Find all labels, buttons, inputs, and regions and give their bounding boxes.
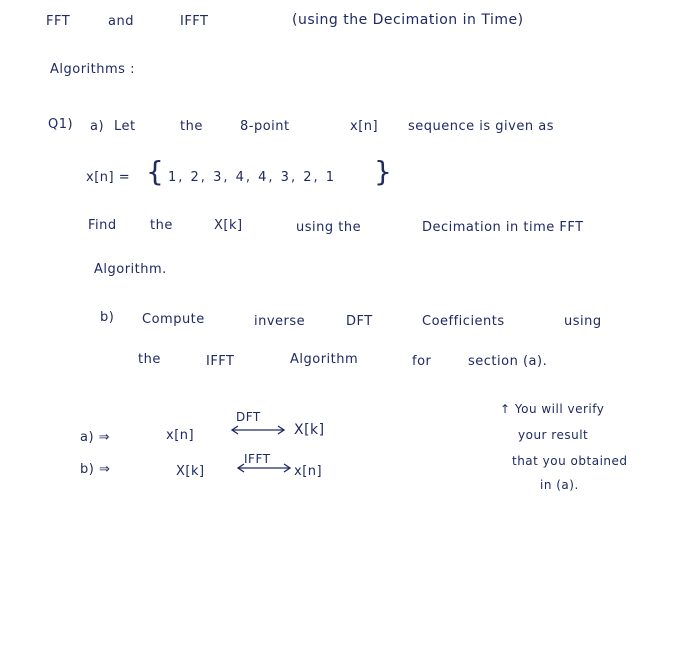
q-word-8point: 8-point <box>240 119 290 134</box>
part-a-label: a) <box>90 119 105 134</box>
q-word-compute: Compute <box>142 312 205 327</box>
title-ifft: IFFT <box>180 14 209 29</box>
note-line-3: that you obtained <box>512 454 628 468</box>
q-word-dft: DFT <box>346 314 373 329</box>
note-line-2: your result <box>518 428 589 442</box>
q-word-the-2: the <box>150 218 173 233</box>
q-word-sequence: sequence is given as <box>408 119 554 134</box>
q-word-xk: X[k] <box>214 218 243 233</box>
q-word-the: the <box>180 119 203 134</box>
q-word-xn: x[n] <box>350 119 379 134</box>
q-word-the-3: the <box>138 352 161 367</box>
q-word-ifft: IFFT <box>206 354 235 369</box>
sequence-values: 1, 2, 3, 4, 4, 3, 2, 1 <box>168 170 337 185</box>
q-word-find: Find <box>88 218 117 233</box>
q-word-algorithm: Algorithm. <box>94 262 167 277</box>
summary-b-arrow-label: IFFT <box>244 452 271 466</box>
summary-a-arrow-label: DFT <box>236 410 261 424</box>
part-b-label: b) <box>100 310 115 325</box>
title-fft: FFT <box>46 14 71 29</box>
q-word-section-a: section (a). <box>468 354 548 369</box>
q-word-for: for <box>412 354 432 369</box>
q-word-inverse: inverse <box>254 314 306 329</box>
title-method: (using the Decimation in Time) <box>292 12 524 28</box>
summary-a-left: x[n] <box>166 428 195 443</box>
q-word-using-the: using the <box>296 220 362 235</box>
question-number: Q1) <box>48 117 74 132</box>
bidirectional-arrow-icon <box>234 462 294 474</box>
open-brace: { <box>146 155 164 188</box>
close-brace: } <box>374 155 392 188</box>
summary-b-label: b) ⇒ <box>80 462 111 477</box>
note-line-4: in (a). <box>540 478 579 492</box>
summary-a-right: X[k] <box>294 422 325 438</box>
title-and: and <box>108 14 134 29</box>
q-word-algorithm-2: Algorithm <box>290 352 359 367</box>
note-line-1: ↑ You will verify <box>500 402 605 416</box>
algorithms-label: Algorithms : <box>50 62 135 77</box>
summary-b-right: x[n] <box>294 464 323 479</box>
summary-b-left: X[k] <box>176 464 205 479</box>
q-word-coefficients: Coefficients <box>422 314 505 329</box>
sequence-lhs: x[n] = <box>86 170 131 185</box>
q-word-let: Let <box>114 119 136 134</box>
summary-a-label: a) ⇒ <box>80 430 111 445</box>
q-word-using: using <box>564 314 602 329</box>
q-word-dit-fft: Decimation in time FFT <box>422 220 584 235</box>
bidirectional-arrow-icon <box>228 424 288 436</box>
